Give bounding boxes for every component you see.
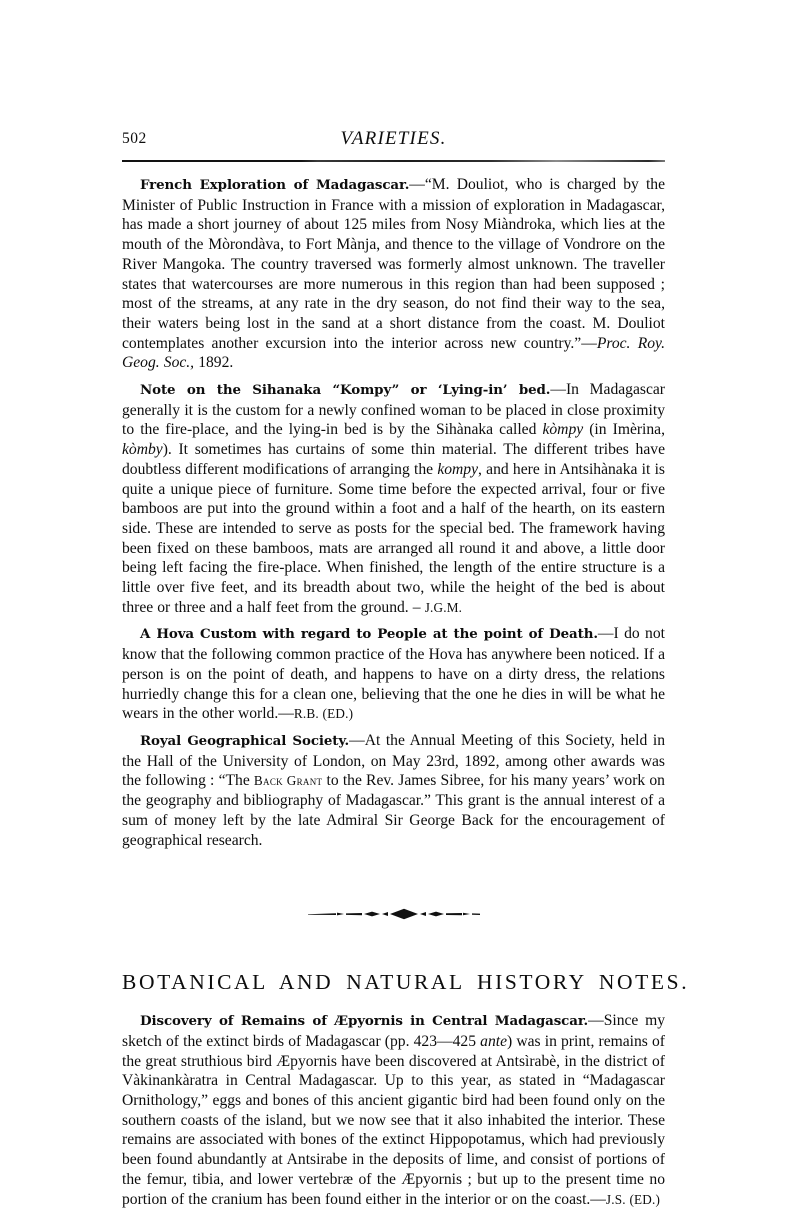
article-body: ). It sometimes has curtains of some thin material. The different tribes have doubtless different modifications of arranging the bbox=[122, 441, 665, 478]
article-body: Since my sketch of the extinct birds of Madagascar (pp. 423—425 bbox=[122, 1012, 665, 1050]
running-head bbox=[122, 128, 665, 158]
heading-dash: — bbox=[588, 1012, 604, 1030]
article-kompy-bed bbox=[122, 380, 665, 617]
foreign-term: kòmpy bbox=[542, 421, 584, 439]
article-body: , and here in Antsihànaka it is quite a unique piece of furniture. Some time before the expected arrival, four or five bamboos are put into the ground within a foot and a half of the hearth, on its eastern side. These are intended to serve as posts for the special bed. The framework having been fixed on these bamboos, mats are arranged all round it and above, a little door being left facing the fire-place. When finished, the length of the entire structure is a little over five feet, and its breadth about two, while the height of the bed is about three or three and a half feet from the ground. – bbox=[122, 460, 665, 616]
decorative-divider-icon bbox=[306, 905, 482, 923]
article-body: ) was in print, remains of the great struthious bird Æpyornis have been discovered at Antsìrabè, in the district of Vàkinankàratra in Central Madagascar. Up to this year, as stated in “Madagascar Ornithology,” eggs and bones of this ancient gigantic bird had been found only on the southern coasts of the island, but we now see that it also inhabited the interior. These remains are associated with bones of the extinct Hippopotamus, which had previously been found abundantly at Antsirabe in the deposits of lime, and consist of portions of the femur, tibia, and lower vertebræ of the Æpyornis ; but up to the present time no portion of the cranium has been found either in the interior or on the coast.— bbox=[122, 1032, 665, 1208]
article-signature: J.S. (ED.) bbox=[605, 1191, 661, 1207]
foreign-term: kompy bbox=[437, 460, 479, 478]
foreign-term: ante bbox=[480, 1032, 508, 1050]
section-divider bbox=[122, 894, 665, 934]
article-royal-geographical-society bbox=[122, 731, 665, 850]
article-body: to the Rev. James Sibree, for his many years’ work on the geography and bibliography of Madagascar.” This grant is the annual interest of a sum of money left by the late Admiral Sir George Back for the encouragement of geographical research. bbox=[122, 772, 665, 849]
article-signature: J.G.M. bbox=[424, 599, 463, 615]
text-column bbox=[122, 128, 690, 1209]
article-heading: Discovery of Remains of Æpyornis in Central Madagascar. bbox=[140, 1013, 589, 1030]
citation-year: 1892. bbox=[194, 354, 234, 372]
heading-dash: — bbox=[550, 381, 566, 399]
article-french-exploration bbox=[122, 175, 665, 373]
article-body: In Madagascar generally it is the custom for a newly confined woman to be placed in close proximity to the fire-place, and the lying-in bed is by the Sihànaka called bbox=[122, 381, 665, 439]
article-signature: R.B. (ED.) bbox=[293, 706, 354, 722]
heading-dash: — bbox=[349, 731, 365, 749]
foreign-term: kòmby bbox=[122, 441, 163, 459]
article-body: (in Imèrina, bbox=[583, 421, 666, 439]
heading-dash: — bbox=[409, 176, 425, 193]
article-hova-custom bbox=[122, 624, 665, 724]
header-rule bbox=[122, 160, 665, 162]
article-body: I do not know that the following common practice of the Hova has anywhere been noticed. If a person is on the point of death, and happens to have on a dirty dress, the relations hurriedly change this for a clean one, believing that the one he dies in will be what he wears in the other world.— bbox=[122, 625, 665, 723]
page-folio: 502 bbox=[122, 130, 147, 147]
running-head-title: VARIETIES. bbox=[340, 128, 447, 149]
article-body: “M. Douliot, who is charged by the Minister of Public Instruction in France with a mission of exploration in Madagascar, has made a short journey of about 125 miles from Nosy Miàndroka, which lies at the mouth of the Mòrondàva, to Fort Mànja, and thence to the village of Vondrore on the River Mangoka. The country traversed was formerly almost unknown. The traveller states that watercourses are more numerous in this region than had been supposed ; most of the streams, at any rate in the dry season, do not find their way to the sea, their waters being lost in the sand at a short distance from the coast. M. Douliot contemplates another excursion into the interior across new country.”— bbox=[122, 176, 666, 352]
article-heading: French Exploration of Madagascar. bbox=[140, 177, 410, 193]
citation-source: Proc. Roy. Geog. Soc., bbox=[122, 334, 665, 372]
article-heading: Royal Geographical Society. bbox=[140, 732, 350, 749]
small-caps-term: Back Grant bbox=[253, 773, 323, 789]
article-aepyornis-remains bbox=[122, 1011, 665, 1209]
section-title: BOTANICAL AND NATURAL HISTORY NOTES. bbox=[122, 970, 690, 995]
article-heading: Note on the Sihanaka “Kompy” or ‘Lying-in’ bed. bbox=[140, 382, 551, 399]
heading-dash: — bbox=[597, 625, 614, 643]
article-body: At the Annual Meeting of this Society, held in the Hall of the University of London, on May 23rd, 1892, among other awards was the following : “The bbox=[122, 731, 665, 790]
article-heading: A Hova Custom with regard to People at the point of Death. bbox=[140, 626, 598, 643]
